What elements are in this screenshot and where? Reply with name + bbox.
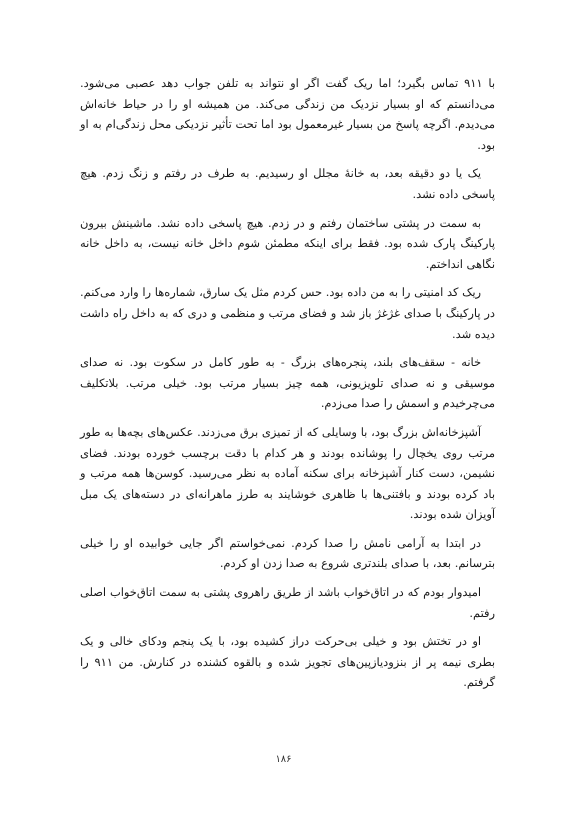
paragraph: به سمت در پشتی ساختمان رفتم و در زدم. هیچ پاسخی داده نشد. ماشینش بیرون پارکینگ پارک شده بود. فقط برای اینکه مطمئن شوم داخل خانه نیست، به داخل خانه نگاهی انداختم. <box>80 215 495 271</box>
paragraph: او در تختش بود و خیلی بی‌حرکت دراز کشیده بود، با یک پنجم ودکای خالی و یک بطری نیمه پر از بنزودیازپین‌های تجویز شده و بالقوه کشنده در کنارش. من ۹۱۱ را گرفتم. <box>80 634 495 690</box>
paragraph: ریک کد امنیتی را به من داده بود. حس کردم مثل یک سارق، شماره‌ها را وارد می‌کنم. در پارکینگ با صدای غژغژ باز شد و فضای مرتب و منظمی و دری که به داخل راه داشت دیده شد. <box>80 285 495 341</box>
page-number: ۱۸۶ <box>275 754 292 765</box>
paragraph: با ۹۱۱ تماس بگیرد؛ اما ریک گفت اگر او نتواند به تلفن جواب دهد عصبی می‌شود. می‌دانستم که او بسیار نزدیک من زندگی می‌کند. من همیشه او را در حیاط خانه‌اش می‌دیدم. اگرچه پاسخ من بسیار غیرمعمول بود اما تحت تأثیر نزدیکی محل زندگی‌ام به او بود. <box>80 76 496 152</box>
paragraph: یک یا دو دقیقه بعد، به خانهٔ مجلل او رسیدیم. به طرف در رفتم و زنگ زدم. هیچ پاسخی داده نشد. <box>80 166 495 201</box>
paragraph: امیدوار بودم که در اتاق‌خواب باشد از طریق راهروی پشتی به سمت اتاق‌خواب اصلی رفتم. <box>80 585 495 620</box>
paragraph: خانه - سقف‌های بلند، پنجره‌های بزرگ - به طور کامل در سکوت بود. نه صدای موسیقی و نه صدای تلویزیونی، همه چیز بسیار مرتب بود. خیلی مرتب. بلاتکلیف می‌چرخیدم و اسمش را صدا می‌زدم. <box>80 355 495 411</box>
paragraph: آشپزخانه‌اش بزرگ بود، با وسایلی که از تمیزی برق می‌زدند. عکس‌های بچه‌ها به طور مرتب روی یخچال را پوشانده بودند و هر کدام با دقت برچسب خورده بودند. فضای نشیمن، دست کنار آشپزخانه برای سکنه آماده به نظر می‌رسید. کوسن‌ها همه مرتب و باد کرده بودند و بافتنی‌ها با ظاهری خوشایند به طرز ماهرانه‌ای در دسته‌های یک مبل آویزان شده بودند. <box>80 424 495 522</box>
body-text <box>80 73 495 701</box>
paragraph: در ابتدا به آرامی نامش را صدا کردم. نمی‌خواستم اگر جایی خوابیده او را خیلی بترسانم. بعد، با صدای بلندتری شروع به صدا زدن او کردم. <box>80 535 495 571</box>
